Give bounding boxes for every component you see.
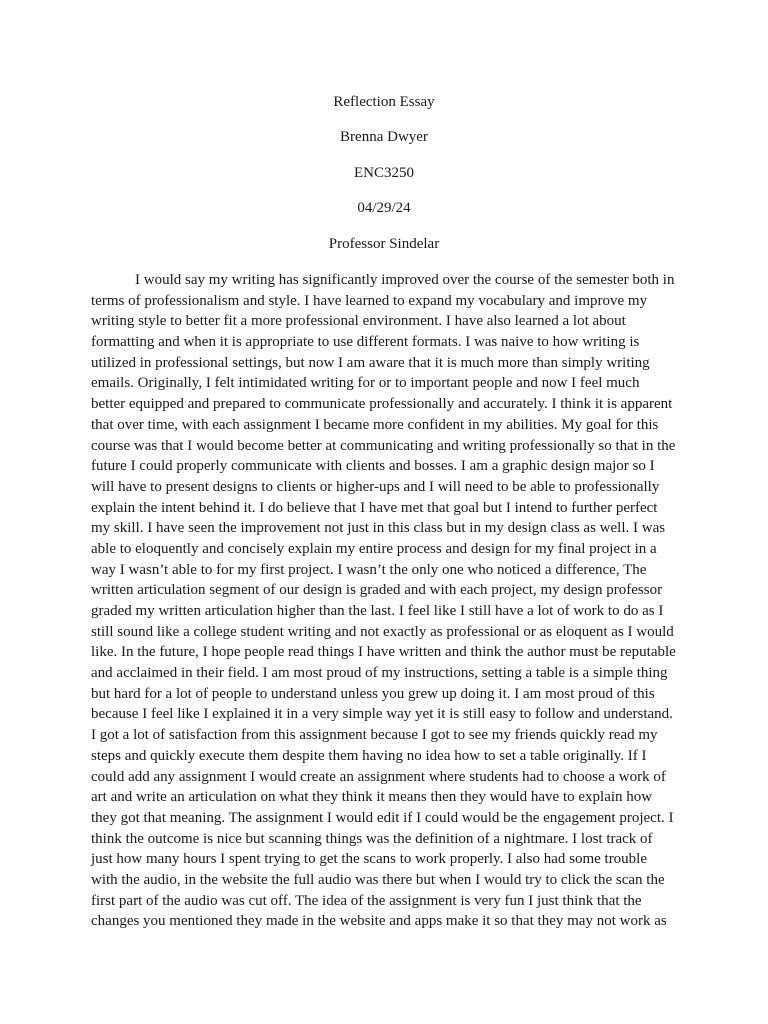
paragraph-line: writing style to better fit a more professional environment. I have also learned a lot about: [91, 313, 626, 330]
paragraph-line: future I could properly communicate with clients and bosses. I am a graphic design major so I: [91, 458, 655, 475]
paragraph-line: terms of professionalism and style. I have learned to expand my vocabulary and improve my: [91, 292, 648, 309]
paragraph-line: first part of the audio was cut off. The idea of the assignment is very fun I just think that the: [91, 892, 642, 909]
essay-body: [91, 270, 677, 932]
paragraph-line: changes you mentioned they made in the website and apps make it so that they may not work as: [91, 913, 667, 930]
paragraph-line: just how many hours I spent trying to get the scans to work properly. I also had some trouble: [91, 851, 648, 868]
paragraph-line: course was that I would become better at communicating and writing professionally so that in the: [91, 437, 676, 454]
paragraph-line: graded my written articulation higher than the last. I feel like I still have a lot of work to do as I: [91, 603, 664, 619]
paragraph-line: written articulation segment of our design is graded and with each project, my design professor: [91, 582, 663, 599]
author-name: Brenna Dwyer: [340, 129, 428, 146]
paragraph-line: will have to present designs to clients or higher-ups and I will need to be able to professionally: [91, 478, 660, 495]
paragraph-line: like. In the future, I hope people read things I have written and think the author must be reputable: [91, 644, 676, 661]
paragraph-line: that over time, with each assignment I became more confident in my abilities. My goal for this: [91, 416, 659, 433]
professor-name: Professor Sindelar: [328, 235, 440, 252]
paragraph-line: utilized in professional settings, but now I am aware that it is much more than simply writing: [91, 354, 650, 371]
paragraph-line: my skill. I have seen the improvement not just in this class but in my design class as well. I was: [91, 520, 666, 537]
paragraph-line: able to eloquently and concisely explain my entire process and design for my final project in a: [91, 540, 657, 557]
paragraph-line: art and write an articulation on what they think it means then they would have to explain how: [91, 789, 653, 806]
paragraph-line: I got a lot of satisfaction from this assignment because I got to see my friends quickly read my: [91, 727, 658, 744]
paragraph-line: could add any assignment I would create an assignment where students had to choose a work of: [91, 768, 666, 785]
paragraph-line: way I wasn’t able to for my first project. I wasn’t the only one who noticed a difference, The: [91, 561, 647, 578]
paragraph-line: they got that meaning. The assignment I would edit if I could would be the engagement project. I: [91, 809, 674, 826]
paragraph-line: but hard for a lot of people to understand unless you grew up doing it. I am most proud of this: [91, 685, 655, 702]
essay-date: 04/29/24: [357, 200, 411, 217]
paragraph-line: think the outcome is nice but scanning things was the definition of a nightmare. I lost track of: [91, 830, 653, 847]
paragraph-line: because I feel like I explained it in a very simple way yet it is still easy to follow and understand.: [91, 706, 673, 723]
essay-heading: [0, 91, 768, 268]
paragraph-line: better equipped and prepared to communicate professionally and accurately. I think it is apparent: [91, 396, 673, 413]
course-code: ENC3250: [354, 164, 414, 181]
paragraph-line: explain the intent behind it. I do believe that I have met that goal but I intend to further perfect: [91, 499, 658, 516]
paragraph-line: steps and quickly execute them despite them having no idea how to set a table originally. If I: [91, 747, 647, 764]
paragraph-line: I would say my writing has significantly improved over the course of the semester both in: [135, 272, 675, 288]
paragraph-line: with the audio, in the website the full audio was there but when I would try to click the scan the: [91, 871, 665, 888]
paragraph-line: and acclaimed in their field. I am most proud of my instructions, setting a table is a simple thing: [91, 665, 668, 682]
paragraph-line: emails. Originally, I felt intimidated writing for or to important people and now I feel much: [91, 375, 640, 392]
paragraph-line: formatting and when it is appropriate to use different formats. I was naive to how writing is: [91, 334, 640, 351]
paragraph-line: still sound like a college student writing and not exactly as professional or as eloquent as I would: [91, 623, 674, 640]
essay-title: Reflection Essay: [333, 94, 435, 110]
